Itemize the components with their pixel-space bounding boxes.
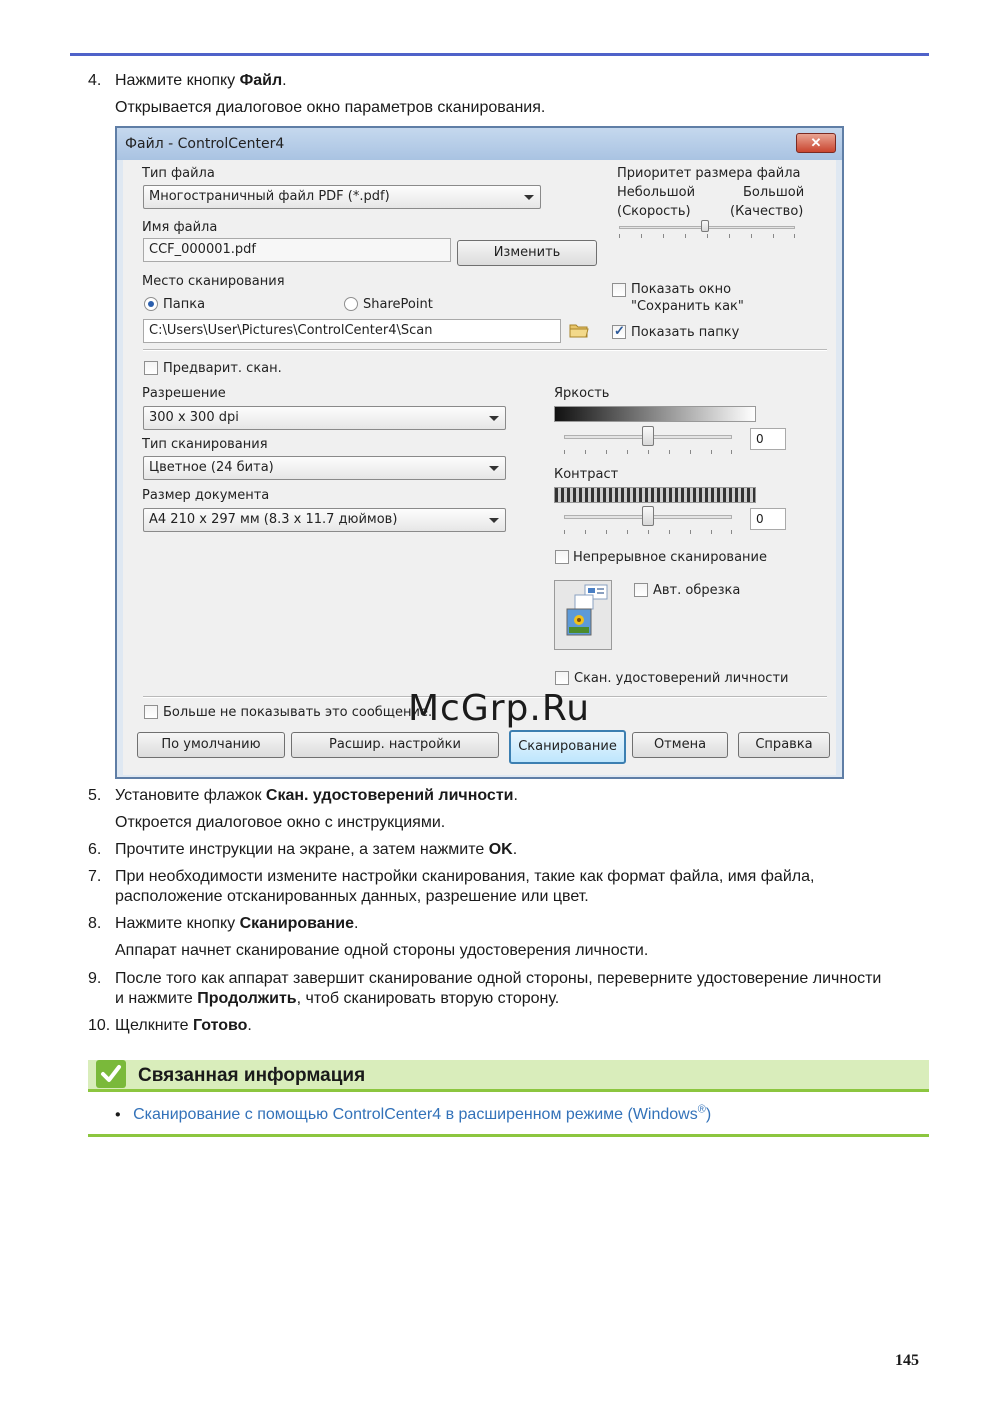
continuous-scan-label: Непрерывное сканирование <box>573 550 767 565</box>
chevron-down-icon <box>489 416 499 421</box>
dont-show-label: Больше не показывать это сообщение. <box>163 705 433 720</box>
step-text-line: расположение отсканированных данных, разрешение или цвет. <box>115 888 589 905</box>
priority-large-label: Большой <box>743 185 805 200</box>
brightness-slider-ticks <box>564 450 732 454</box>
brightness-label: Яркость <box>554 386 610 401</box>
scan-button[interactable]: Сканирование <box>509 730 626 764</box>
close-button[interactable] <box>796 133 836 153</box>
id-card-scan-label: Скан. удостоверений личности <box>574 671 789 686</box>
file-type-select[interactable] <box>143 185 541 209</box>
step-bold-term: Продолжить <box>197 990 297 1007</box>
file-size-slider-thumb[interactable] <box>701 220 709 232</box>
doc-size-select[interactable] <box>143 508 506 532</box>
scan-path-value: C:\Users\User\Pictures\ControlCenter4\Scan <box>149 323 433 338</box>
step-number: 10. <box>88 1017 111 1034</box>
step-number: 4. <box>88 72 102 89</box>
step-text-line: После того как аппарат завершит сканирование одной стороны, переверните удостоверение личности <box>115 970 882 987</box>
dialog-body <box>123 160 836 775</box>
doc-size-label: Размер документа <box>142 488 270 503</box>
help-button[interactable]: Справка <box>738 732 830 758</box>
scan-dialog <box>115 126 844 779</box>
step-number: 7. <box>88 868 102 885</box>
step-text-end: , чтоб сканировать вторую сторону. <box>296 990 560 1007</box>
step-text-end: . <box>282 72 287 89</box>
step-number: 6. <box>88 841 102 858</box>
related-link[interactable] <box>133 1106 711 1123</box>
step-number: 5. <box>88 787 102 804</box>
contrast-value-field[interactable]: 0 <box>750 508 786 530</box>
file-name-value: CCF_000001.pdf <box>149 242 256 257</box>
step-text-end: . <box>512 841 518 858</box>
separator <box>143 349 827 351</box>
step-text-part: Щелкните <box>115 1017 193 1034</box>
folder-icon[interactable] <box>569 323 589 338</box>
sharepoint-radio-label: SharePoint <box>363 297 433 312</box>
step-5-result: Откроется диалоговое окно с инструкциями. <box>115 814 446 831</box>
step-text-end: . <box>513 787 518 804</box>
dont-show-checkbox[interactable] <box>144 705 158 719</box>
step-text <box>115 867 935 907</box>
default-button[interactable]: По умолчанию <box>137 732 285 758</box>
scan-type-value: Цветное (24 бита) <box>149 460 274 475</box>
dialog-title: Файл - ControlCenter4 <box>125 136 285 152</box>
step-text-line: При необходимости измените настройки сканирования, такие как формат файла, имя файла, <box>115 868 815 885</box>
prescan-checkbox[interactable] <box>144 361 158 375</box>
step-bold-term: OK <box>488 841 513 858</box>
brightness-value-field[interactable]: 0 <box>750 428 786 450</box>
step-number: 8. <box>88 915 102 932</box>
brightness-slider-thumb[interactable] <box>642 426 654 446</box>
contrast-slider-thumb[interactable] <box>642 506 654 526</box>
related-link-item <box>115 1104 711 1124</box>
registered-mark: ® <box>697 1104 706 1116</box>
sharepoint-radio[interactable] <box>344 297 358 311</box>
prescan-label: Предварит. скан. <box>163 361 282 376</box>
step-text-part: и нажмите <box>115 990 198 1007</box>
step-bold-term: Готово <box>192 1017 248 1034</box>
step-bold-term: Сканирование <box>239 915 355 932</box>
scan-type-label: Тип сканирования <box>142 437 268 452</box>
file-name-field[interactable] <box>143 238 451 262</box>
continuous-scan-checkbox[interactable] <box>555 550 569 564</box>
priority-small-label: Небольшой <box>617 185 696 200</box>
step-text <box>115 71 935 91</box>
auto-crop-checkbox[interactable] <box>634 583 648 597</box>
related-link-end: ) <box>705 1106 712 1124</box>
auto-crop-preview-icon <box>554 580 612 650</box>
file-name-label: Имя файла <box>142 220 218 235</box>
chevron-down-icon <box>489 518 499 523</box>
step-text-part: Установите флажок <box>115 787 266 804</box>
top-rule <box>70 53 929 56</box>
step-4-result: Открывается диалоговое окно параметров сканирования. <box>115 99 546 116</box>
watermark: McGrp.Ru <box>408 688 591 729</box>
step-text <box>115 914 935 934</box>
contrast-pattern <box>554 487 756 503</box>
priority-label: Приоритет размера файла <box>617 166 801 181</box>
scan-path-field[interactable] <box>143 319 561 343</box>
step-text <box>115 840 935 860</box>
folder-radio-label: Папка <box>163 297 206 312</box>
step-text-part: Прочтите инструкции на экране, а затем нажмите <box>115 841 489 858</box>
step-8-result: Аппарат начнет сканирование одной стороны удостоверения личности. <box>115 942 649 959</box>
related-info-bottom-rule <box>88 1134 929 1137</box>
id-card-scan-checkbox[interactable] <box>555 671 569 685</box>
step-text <box>115 969 935 1009</box>
show-save-as-label: Показать окно "Сохранить как" <box>631 282 744 314</box>
contrast-slider-ticks <box>564 530 732 534</box>
auto-crop-label: Авт. обрезка <box>653 583 741 598</box>
file-size-slider-ticks <box>619 234 795 238</box>
checkmark-icon <box>96 1060 126 1088</box>
close-icon: ✕ <box>810 135 822 150</box>
file-type-label: Тип файла <box>142 166 215 181</box>
step-bold-term: Файл <box>239 72 283 89</box>
related-info-title: Связанная информация <box>138 1065 366 1086</box>
step-text <box>115 786 935 806</box>
brightness-gradient <box>554 406 756 422</box>
chevron-down-icon <box>489 466 499 471</box>
contrast-label: Контраст <box>554 467 619 482</box>
change-button[interactable]: Изменить <box>457 240 597 266</box>
advanced-settings-button[interactable]: Расшир. настройки <box>291 732 499 758</box>
step-text-end: . <box>354 915 359 932</box>
priority-quality-label: (Качество) <box>730 204 804 219</box>
show-folder-checkbox[interactable] <box>612 325 626 339</box>
dialog-titlebar <box>117 128 842 160</box>
resolution-value: 300 x 300 dpi <box>149 410 239 425</box>
show-folder-label: Показать папку <box>631 325 740 340</box>
chevron-down-icon <box>524 195 534 200</box>
step-bold-term: Скан. удостоверений личности <box>265 787 514 804</box>
scan-type-select[interactable] <box>143 456 506 480</box>
cancel-button[interactable]: Отмена <box>632 732 728 758</box>
step-text <box>115 1016 935 1036</box>
show-save-as-checkbox[interactable] <box>612 283 626 297</box>
file-type-value: Многостраничный файл PDF (*.pdf) <box>149 189 390 204</box>
doc-size-value: A4 210 x 297 мм (8.3 x 11.7 дюймов) <box>149 512 398 527</box>
step-number: 9. <box>88 970 102 987</box>
step-text-part: Нажмите кнопку <box>115 915 240 932</box>
page-number: 145 <box>895 1352 919 1369</box>
related-link-text: Сканирование с помощью ControlCenter4 в расширенном режиме (Windows <box>133 1106 698 1124</box>
step-text-end: . <box>247 1017 252 1034</box>
related-info-header <box>88 1060 929 1092</box>
resolution-label: Разрешение <box>142 386 226 401</box>
folder-radio[interactable] <box>144 297 158 311</box>
resolution-select[interactable] <box>143 406 506 430</box>
bullet: • <box>115 1106 121 1124</box>
step-text-part: Нажмите кнопку <box>115 72 240 89</box>
priority-speed-label: (Скорость) <box>617 204 691 219</box>
scan-location-label: Место сканирования <box>142 274 285 289</box>
